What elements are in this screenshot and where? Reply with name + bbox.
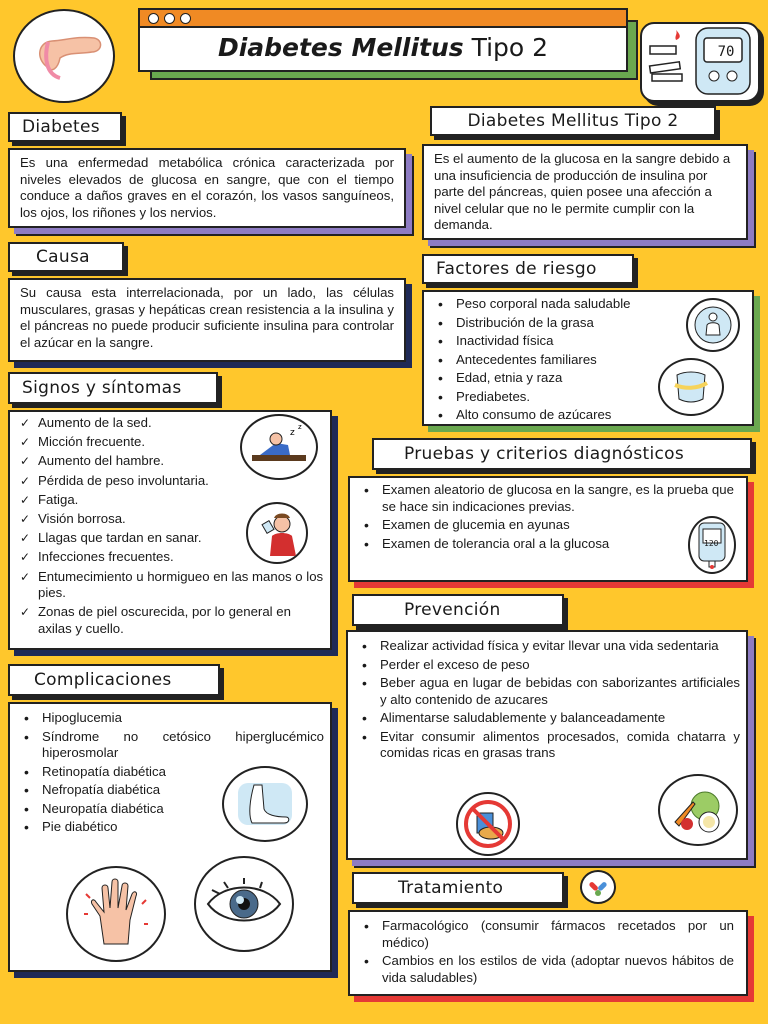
- no-junk-food-icon: [463, 799, 513, 849]
- pruebas-box: [348, 476, 748, 582]
- prevencion-box: [346, 630, 748, 860]
- prevencion-heading-label: Prevención: [404, 600, 501, 620]
- factores-box: [422, 290, 754, 426]
- prevencion-list-item: • Perder el exceso de peso: [354, 657, 740, 674]
- complicaciones-list-item: • Retinopatía diabética: [16, 764, 324, 781]
- fatigue-illustration: [240, 414, 318, 480]
- dm2-definition-text: Es el aumento de la glucosa en la sangre debido a una insuficiencia de producción de insulina por parte del páncreas, quien posee una afección a nivel celular que no le permite cumplir con la demanda.: [434, 151, 731, 232]
- factores-list-item: • Peso corporal nada saludable: [430, 296, 746, 313]
- prevencion-list-item: • Alimentarse saludablemente y balanceadamente: [354, 710, 740, 727]
- body-weight-illustration: [686, 298, 740, 352]
- signos-list-item: ✓ Zonas de piel oscurecida, por lo general en axilas y cuello.: [14, 604, 326, 637]
- factores-list-item: • Alto consumo de azúcares: [430, 407, 746, 424]
- no-junk-food-illustration: [456, 792, 520, 856]
- tratamiento-box: [348, 910, 748, 996]
- measuring-tape-illustration: [658, 358, 724, 416]
- neuropathy-hand-icon: [76, 874, 156, 954]
- pancreas-icon: [8, 8, 120, 104]
- pancreas-illustration: [8, 8, 120, 104]
- diabetic-foot-illustration: [222, 766, 308, 842]
- healthy-food-icon: [665, 782, 731, 838]
- medication-illustration: [580, 870, 616, 904]
- complicaciones-list-item: • Síndrome no cetósico hiperglucémico hiperosmolar: [16, 729, 324, 762]
- causa-box: [8, 278, 406, 362]
- complicaciones-heading-label: Complicaciones: [34, 670, 172, 690]
- measuring-tape-icon: [669, 367, 713, 407]
- factores-list-item: • Distribución de la grasa: [430, 315, 746, 332]
- factores-list-item: • Inactividad física: [430, 333, 746, 350]
- medication-icon: [585, 874, 611, 900]
- signos-list-item: ✓ Entumecimiento u hormigueo en las manos o los pies.: [14, 569, 326, 602]
- glucometer-display: 70: [717, 44, 735, 60]
- diabetes-definition-text: Es una enfermedad metabólica crónica caracterizada por niveles elevados de glucosa en sangre, que con el tiempo conduce a daños graves en el corazón, los vasos sanguíneos, los ojos, los riñones y los nervios.: [20, 155, 394, 220]
- causa-text: Su causa esta interrelacionada, por un lado, las células musculares, grasas y hepáticas crean resistencia a la insulina y el páncreas no puede producir suficiente insulina para controlar el azúcar en la sangre.: [20, 285, 394, 350]
- signos-list-item: ✓ Aumento del hambre.: [14, 453, 326, 470]
- page-title-normal: Tipo 2: [471, 33, 549, 62]
- glucometer-small-display: 120: [704, 539, 719, 548]
- pruebas-heading: [372, 438, 752, 470]
- complicaciones-list-item: • Hipoglucemia: [16, 710, 324, 727]
- signos-list-item: ✓ Visión borrosa.: [14, 511, 326, 528]
- prevencion-list-item: • Realizar actividad física y evitar llevar una vida sedentaria: [354, 638, 740, 655]
- prevencion-list-item: • Evitar consumir alimentos procesados, comida chatarra y comidas ricas en grasas trans: [354, 729, 740, 762]
- svg-text:z: z: [290, 428, 295, 438]
- window-dot-icon: [180, 13, 191, 24]
- thirst-icon: [252, 508, 302, 558]
- tratamiento-list-item: • Cambios en los estilos de vida (adoptar nuevos hábitos de vida saludables): [356, 953, 734, 986]
- tratamiento-list-item: • Farmacológico (consumir fármacos recetados por un médico): [356, 918, 734, 951]
- fatigue-icon: [246, 421, 312, 473]
- dm2-heading-label: Diabetes Mellitus Tipo 2: [467, 111, 679, 131]
- title-window-bar: [140, 10, 626, 28]
- complicaciones-list-item: • Nefropatía diabética: [16, 782, 324, 799]
- complicaciones-box: [8, 702, 332, 972]
- retinopathy-eye-illustration: [194, 856, 294, 952]
- pruebas-list: [356, 482, 740, 552]
- body-weight-icon: [693, 305, 733, 345]
- signos-list-item: ✓ Pérdida de peso involuntaria.: [14, 473, 326, 490]
- dm2-heading: [430, 106, 716, 136]
- signos-heading: [8, 372, 218, 404]
- factores-heading: [422, 254, 634, 284]
- glucometer-illustration: [640, 22, 760, 102]
- prevencion-list-item: • Beber agua en lugar de bebidas con saborizantes artificiales y alto contenido de azucares: [354, 675, 740, 708]
- pruebas-heading-label: Pruebas y criterios diagnósticos: [404, 444, 685, 464]
- factores-list-item: • Edad, etnia y raza: [430, 370, 746, 387]
- diabetic-foot-icon: [232, 775, 298, 833]
- thirst-illustration: [246, 502, 308, 564]
- causa-heading: [8, 242, 124, 272]
- signos-list-item: ✓ Infecciones frecuentes.: [14, 549, 326, 566]
- signos-list-item: ✓ Fatiga.: [14, 492, 326, 509]
- neuropathy-hand-illustration: [66, 866, 166, 962]
- signos-box: [8, 410, 332, 650]
- complicaciones-list-item: • Neuropatía diabética: [16, 801, 324, 818]
- tratamiento-list: [356, 918, 734, 986]
- glucometer-small-illustration: [688, 516, 736, 574]
- factores-list-item: • Prediabetes.: [430, 389, 746, 406]
- pruebas-list-item: • Examen de glucemia en ayunas: [356, 517, 740, 534]
- complicaciones-heading: [8, 664, 220, 696]
- retinopathy-eye-icon: [204, 874, 284, 934]
- signos-list-item: ✓ Llagas que tardan en sanar.: [14, 530, 326, 547]
- tratamiento-heading: [352, 872, 564, 904]
- page-title: [140, 28, 626, 68]
- complicaciones-list-item: • Pie diabético: [16, 819, 324, 836]
- svg-text:z: z: [298, 423, 302, 431]
- pruebas-list-item: • Examen de tolerancia oral a la glucosa: [356, 536, 740, 553]
- factores-list-item: • Antecedentes familiares: [430, 352, 746, 369]
- signos-heading-label: Signos y síntomas: [22, 378, 182, 398]
- tratamiento-heading-label: Tratamiento: [398, 878, 504, 898]
- glucometer-icon: [642, 24, 758, 100]
- pruebas-list-item: • Examen aleatorio de glucosa en la sangre, es la prueba que se hace sin indicaciones previas.: [356, 482, 740, 515]
- prevencion-heading: [352, 594, 564, 626]
- diabetes-definition-box: [8, 148, 406, 228]
- dm2-definition-box: [422, 144, 748, 240]
- window-dot-icon: [164, 13, 175, 24]
- diabetes-heading-label: Diabetes: [22, 117, 100, 137]
- signos-list-item: ✓ Aumento de la sed.: [14, 415, 326, 432]
- factores-heading-label: Factores de riesgo: [436, 259, 597, 279]
- title-window: [138, 8, 628, 72]
- causa-heading-label: Causa: [36, 247, 90, 267]
- page-title-bold: Diabetes Mellitus: [217, 33, 464, 62]
- prevencion-list: [354, 638, 740, 762]
- signos-list-item: ✓ Micción frecuente.: [14, 434, 326, 451]
- diabetes-heading: [8, 112, 122, 142]
- healthy-food-illustration: [658, 774, 738, 846]
- window-dot-icon: [148, 13, 159, 24]
